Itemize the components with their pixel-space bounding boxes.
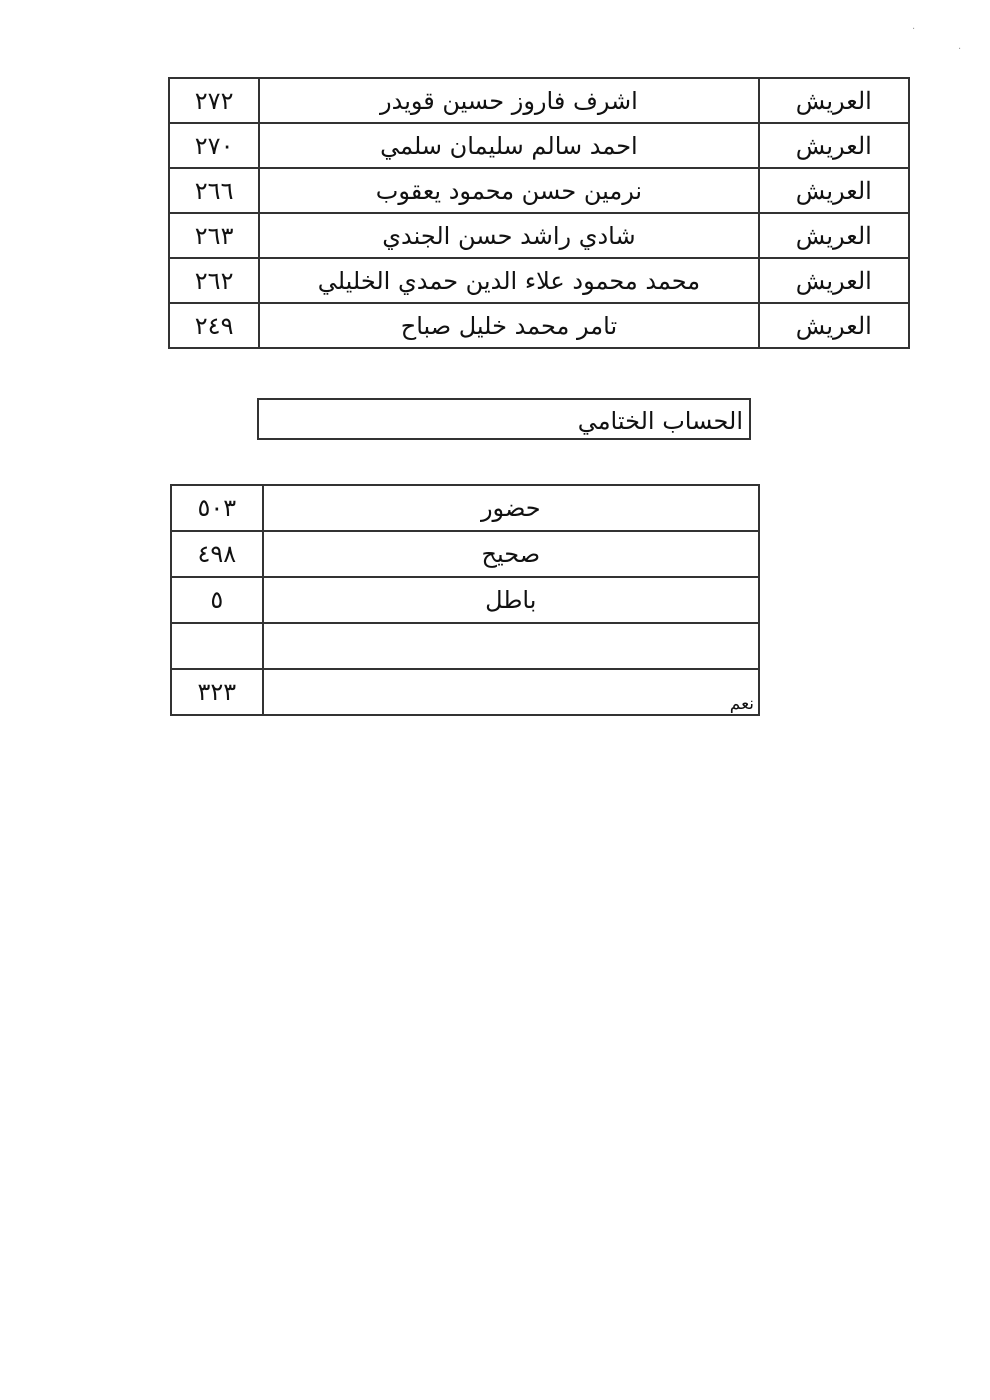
votes-cell: ٢٧٢	[169, 78, 259, 123]
summary-value-cell: ٤٩٨	[171, 531, 263, 577]
summary-label-cell: صحيح	[263, 531, 759, 577]
table-row	[171, 577, 759, 623]
table-row	[169, 78, 909, 123]
table-row	[171, 669, 759, 715]
scan-speck: ·	[912, 24, 916, 35]
city-cell: العريش	[759, 303, 909, 348]
votes-cell: ٢٦٣	[169, 213, 259, 258]
candidate-name-cell: تامر محمد خليل صباح	[259, 303, 758, 348]
summary-label-cell: نعم	[263, 669, 759, 715]
summary-value-cell: ٣٢٣	[171, 669, 263, 715]
candidate-name-cell: محمد محمود علاء الدين حمدي الخليلي	[259, 258, 758, 303]
table-row	[169, 258, 909, 303]
summary-value-cell: ٥	[171, 577, 263, 623]
table-row	[169, 303, 909, 348]
summary-label-cell: باطل	[263, 577, 759, 623]
table-row	[171, 485, 759, 531]
table-row	[169, 213, 909, 258]
city-cell: العريش	[759, 168, 909, 213]
votes-cell: ٢٧٠	[169, 123, 259, 168]
table-row	[171, 531, 759, 577]
table-row	[169, 168, 909, 213]
votes-cell: ٢٤٩	[169, 303, 259, 348]
candidate-name-cell: اشرف فاروز حسين قويدر	[259, 78, 758, 123]
table-row	[171, 623, 759, 669]
candidate-name-cell: احمد سالم سليمان سلمي	[259, 123, 758, 168]
city-cell: العريش	[759, 258, 909, 303]
table-row	[169, 123, 909, 168]
summary-table	[170, 484, 760, 716]
votes-cell: ٢٦٢	[169, 258, 259, 303]
candidates-table	[168, 77, 910, 349]
city-cell: العريش	[759, 123, 909, 168]
votes-cell: ٢٦٦	[169, 168, 259, 213]
summary-label-cell	[263, 623, 759, 669]
final-account-title: الحساب الختامي	[257, 398, 751, 440]
summary-value-cell: ٥٠٣	[171, 485, 263, 531]
summary-label-cell: حضور	[263, 485, 759, 531]
city-cell: العريش	[759, 78, 909, 123]
city-cell: العريش	[759, 213, 909, 258]
candidate-name-cell: نرمين حسن محمود يعقوب	[259, 168, 758, 213]
summary-value-cell	[171, 623, 263, 669]
candidate-name-cell: شادي راشد حسن الجندي	[259, 213, 758, 258]
scan-speck: ·	[958, 44, 962, 55]
